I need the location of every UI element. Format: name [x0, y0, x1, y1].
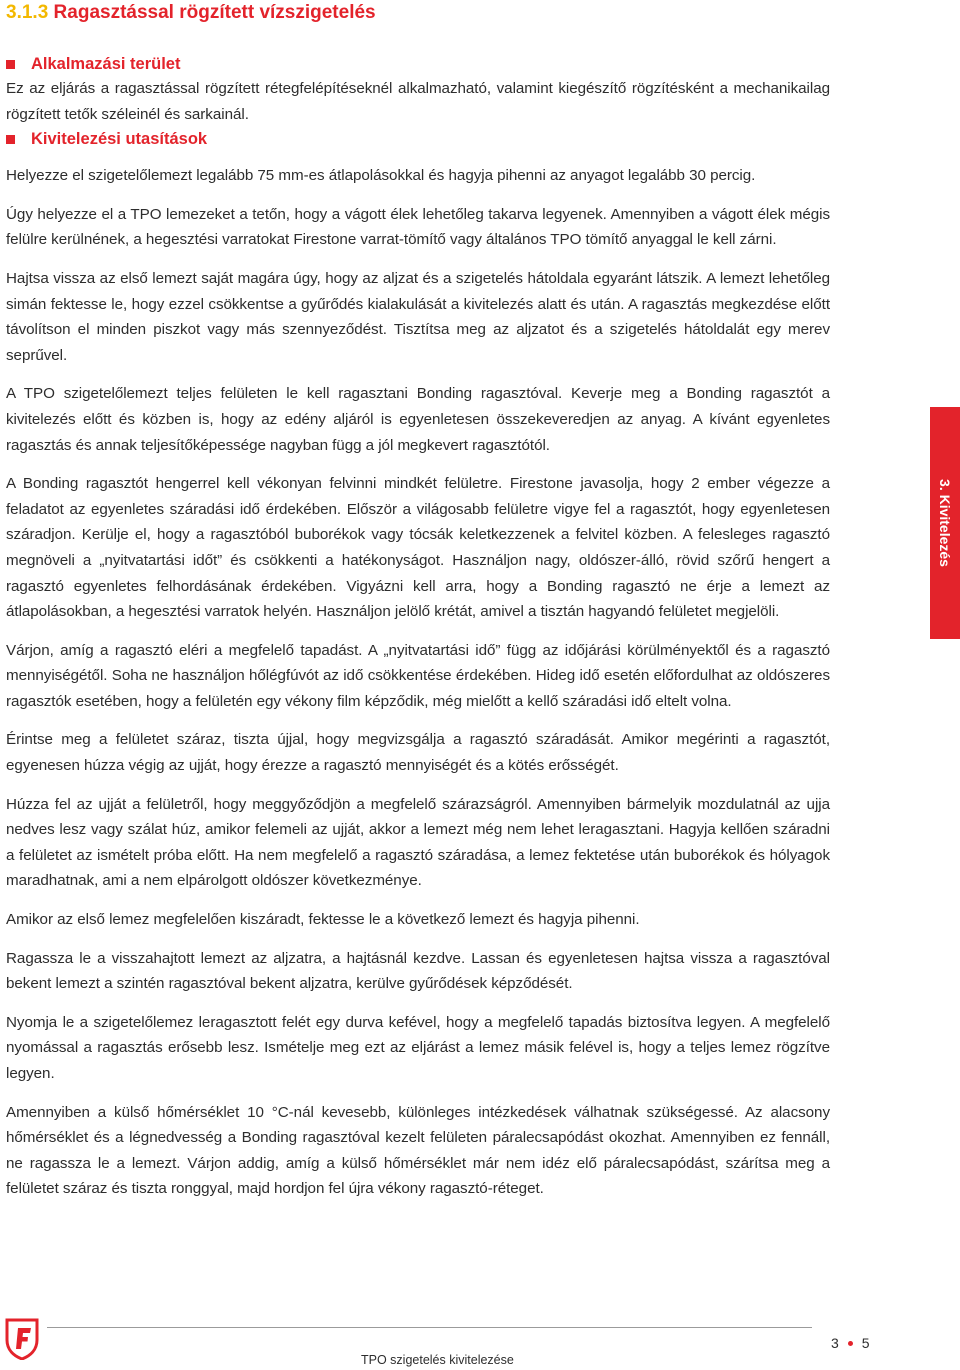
section-heading-alkalmazasi: [6, 52, 830, 76]
document-body: [6, 52, 830, 1202]
paragraph: Várjon, amíg a ragasztó eléri a megfelelő tapadást. A „nyitvatartási idő” függ az időjárási körülményektől és a ragasztó mennyiségétől. Soha ne használjon hőlégfúvót az idő csökkentése érdekében. Hideg idő esetén előfordulhat az oldószeres ragasztók esetében, hogy a felületén egy vékony film képződik, még mielőtt a kellő száradási idő eltelt volna.: [6, 641, 830, 710]
paragraph: Amennyiben a külső hőmérséklet 10 °C-nál kevesebb, különleges intézkedések válhatnak szükségessé. Az alacsony hőmérséklet és a légnedvesség a Bonding ragasztóval kezelt felületen páralecsapódást okozhat. Amennyiben ez fennáll, ne ragassza le a lemezt. Várjon addig, amíg a külső hőmérséklet már nem idéz elő páralecsapódást, szárítsa meg a felületet száraz és tiszta ronggyal, majd hordjon fel újra vékony ragasztó-réteget.: [6, 1103, 830, 1198]
section-number: 3.1.3: [6, 2, 49, 23]
firestone-logo-icon: [4, 1316, 40, 1360]
dot-separator-icon: [848, 1341, 853, 1346]
square-bullet-icon: [6, 135, 15, 144]
page-number: [831, 1335, 870, 1351]
paragraph: Ez az eljárás a ragasztással rögzített rétegfelépítéseknél alkalmazható, valamint kiegészítő rögzítésként a mechanikailag rögzített tetők széleinél és sarkainál.: [6, 80, 830, 123]
footer-rule: [47, 1327, 812, 1328]
section-heading-kivitelezesi: [6, 127, 830, 151]
paragraph: Érintse meg a felületet száraz, tiszta újjal, hogy megvizsgálja a ragasztó száradását. Amikor megérinti a ragasztót, egyenesen húzza végig az ujját, hogy érezze a ragasztó mennyiségét és a kötés erősségét.: [6, 731, 830, 775]
paragraph: A TPO szigetelőlemezt teljes felületen le kell ragasztani Bonding ragasztóval. Keverje meg a Bonding ragasztót a kivitelezés előtt és közben is, hogy az edény aljáról is egyenletesen összekeveredjen az anyag. A kívánt egyenletes ragasztás és annak teljesítőképessége nagyban függ a jól megkevert ragasztótól.: [6, 385, 830, 454]
square-bullet-icon: [6, 60, 15, 69]
section-heading-label: Kivitelezési utasítások: [31, 129, 208, 148]
chapter-number: 3: [831, 1335, 839, 1351]
chapter-side-tab: [930, 407, 960, 639]
page-title: [6, 2, 376, 24]
paragraph: Helyezze el szigetelőlemezt legalább 75 mm-es átlapolásokkal és hagyja pihenni az anyagot legalább 30 percig.: [6, 167, 756, 185]
paragraph: Amikor az első lemez megfelelően kiszáradt, fektesse le a következő lemezt és hagyja pihenni.: [6, 911, 640, 929]
page-number-value: 5: [861, 1335, 870, 1351]
footer-label: TPO szigetelés kivitelezése: [361, 1353, 514, 1367]
chapter-side-tab-label: 3. Kivitelezés: [937, 479, 953, 567]
section-heading-label: Alkalmazási terület: [31, 54, 181, 73]
paragraph: Húzza fel az ujját a felületről, hogy meggyőződjön a megfelelő szárazságról. Amennyiben bármelyik mozdulatnál az ujja nedves lesz vagy szálat húz, amikor felemeli az ujját, akkor a lemezt még nem lehet leragasztani. Hagyja kellően száradni a felületet az ismételt próba előtt. Ha nem megfelelő a ragasztó száradása, a lemez fektetése után buborékok és hólyagok maradhatnak, ami a nem elpárolgott oldószer következménye.: [6, 795, 830, 890]
section-title: Ragasztással rögzített vízszigetelés: [53, 2, 376, 23]
paragraph: Nyomja le a szigetelőlemez leragasztott felét egy durva kefével, hogy a megfelelő tapadás biztosítva legyen. A megfelelő nyomással a ragasztás erősebb lesz. Ismételje meg ezt az eljárást a lemez másik felével is, hogy a teljes lemez rögzítve legyen.: [6, 1013, 830, 1082]
paragraph: Hajtsa vissza az első lemezt saját magára úgy, hogy az aljzat és a szigetelés hátoldala egyaránt látszik. A lemezt lehetőleg simán fektesse le, hogy ezzel csökkentse a gyűrődés kialakulását a kivitelezés alatt és után. A ragasztás megkezdése előtt távolítson el minden piszkot vagy más szennyeződést. Tisztítsa meg az aljzatot és a szigetelés hátoldalát egy merev seprűvel.: [6, 269, 830, 364]
paragraph: Ragassza le a visszahajtott lemezt az aljzatra, a hajtásnál kezdve. Lassan és egyenletesen hajtsa vissza a ragasztóval bekent lemezt a szintén ragasztóval bekent aljzatra, kerülve gyűrődések képződését.: [6, 949, 830, 993]
paragraph: Úgy helyezze el a TPO lemezeket a tetőn, hogy a vágott élek lehetőleg takarva legyenek. Amennyiben a vágott élek mégis felülre kerülnének, a hegesztési varratokat Firestone varrat-tömítő vagy általános TPO tömítő anyaggal le kell zárni.: [6, 205, 830, 249]
paragraph: A Bonding ragasztót hengerrel kell vékonyan felvinni mindkét felületre. Firestone javasolja, hogy 2 ember végezze a feladatot az egyenletes száradási idő érdekében. Először a világosabb felületre vigye fel a ragasztót, hogy egyenletesen száradjon. Kerülje el, hogy a ragasztóból buborékok vagy tócsák keletkezzenek a felvitel közben. A felesleges ragasztó megnöveli a „nyitvatartási időt” és csökkenti a hatékonyságot. Használjon nagy, oldószer-álló, rövid szőrű hengert a ragasztó egyenletes felhordásának érdekében. Vigyázni kell arra, hogy a Bonding ragasztó ne érje a lemezt az átlapolásokban, a hegesztési varratok helyén. Használjon jelölő krétát, amivel a tisztán hagyandó felületet megjelöli.: [6, 475, 830, 621]
